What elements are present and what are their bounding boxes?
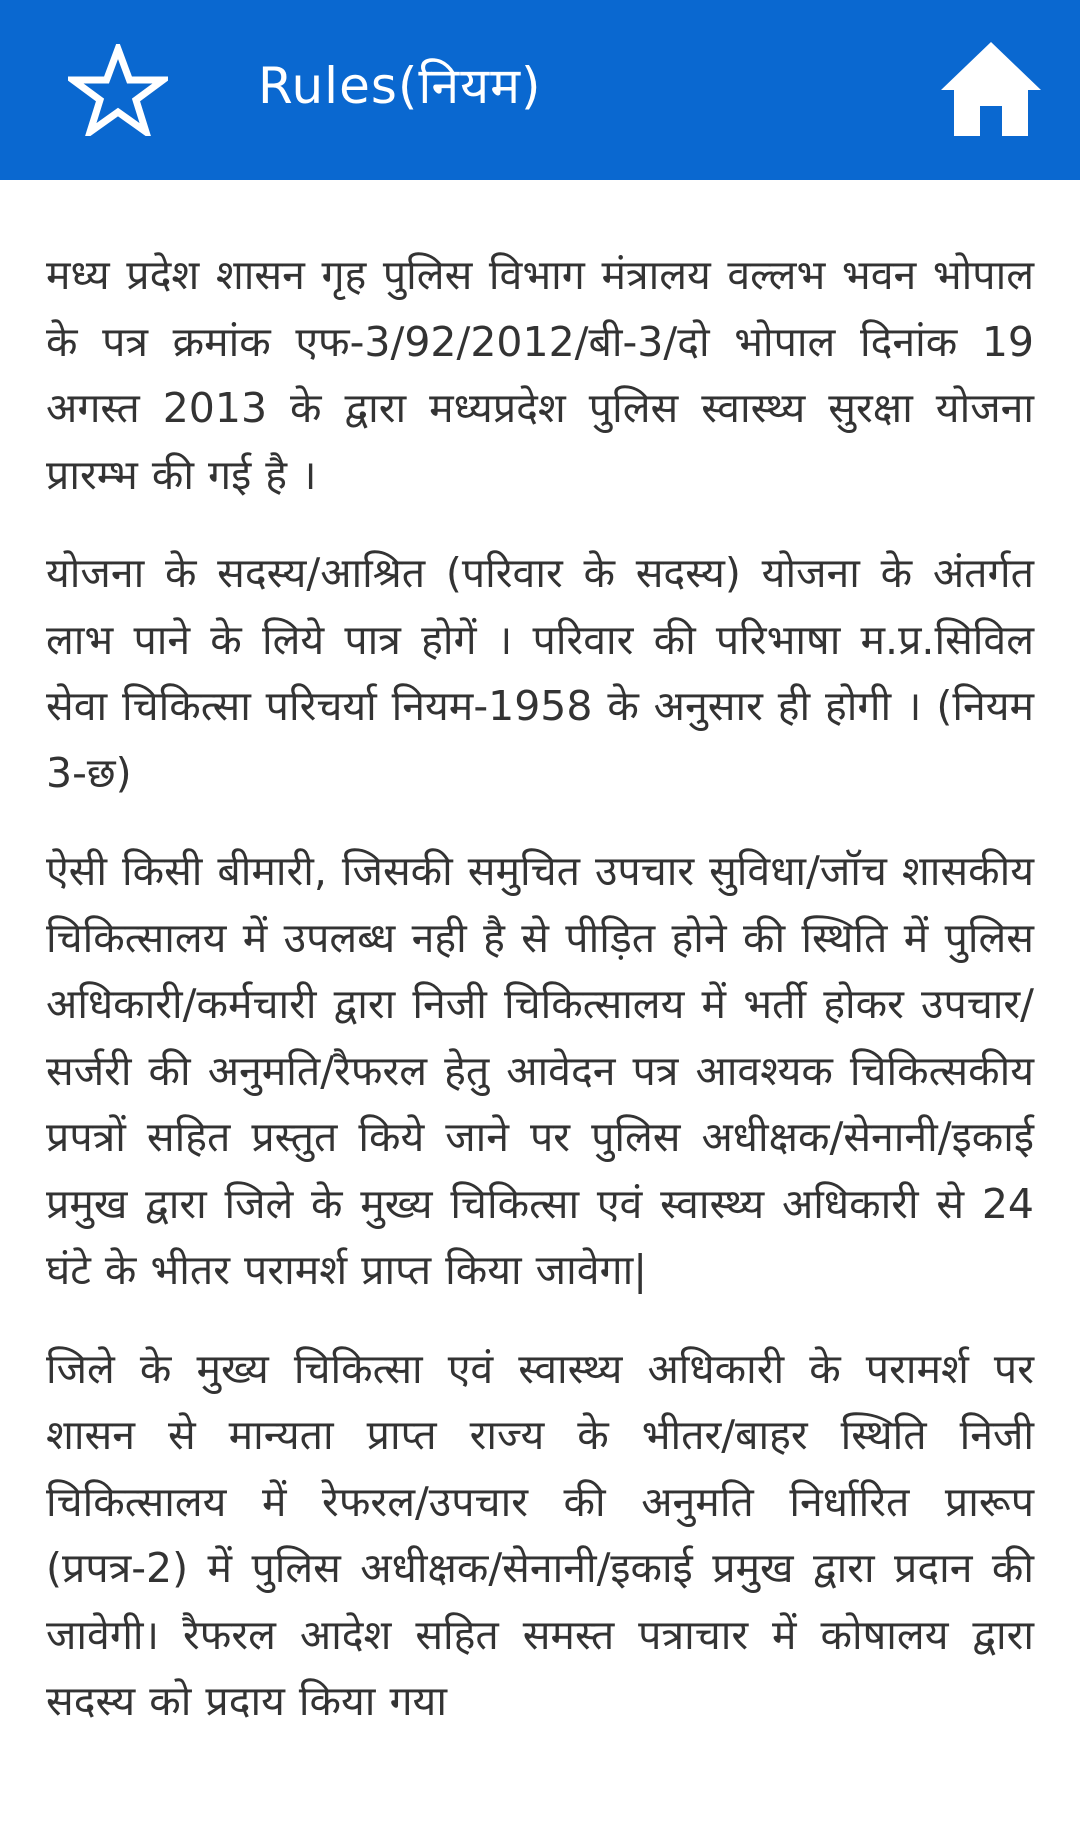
rule-paragraph: योजना के सदस्य/आश्रित (परिवार के सदस्य) योजना के अंतर्गत लाभ पाने के लिये पात्र होगें । परिवार की परिभाषा म.प्र.सिविल सेवा चिकित्सा परिचर्या नियम-1958 के अनुसार ही होगी । (नियम 3-छ) (46, 549, 1034, 797)
page-title: Rules(नियम) (258, 57, 542, 115)
app-bar (0, 0, 1080, 180)
rule-paragraph: ऐसी किसी बीमारी, जिसकी समुचित उपचार सुविधा/जॉच शासकीय चिकित्सालय में उपलब्ध नही है से पीड़ित होने की स्थिति में पुलिस अधिकारी/कर्मचारी द्वारा निजी चिकित्सालय में भर्ती होकर उपचार/सर्जरी की अनुमति/रैफरल हेतु आवेदन पत्र आवश्यक चिकित्सकीय प्रपत्रों सहित प्रस्तुत किये जाने पर पुलिस अधीक्षक/सेनानी/इकाई प्रमुख द्वारा जिले के मुख्य चिकित्सा एवं स्वास्थ्य अधिकारी से 24 घंटे के भीतर परामर्श प्राप्त किया जावेगा| (46, 847, 1034, 1294)
home-icon[interactable] (940, 40, 1042, 138)
star-icon[interactable] (68, 44, 168, 136)
rule-paragraph: मध्य प्रदेश शासन गृह पुलिस विभाग मंत्रालय वल्लभ भवन भोपाल के पत्र क्रमांक एफ-3/92/2012/बी-3/दो भोपाल दिनांक 19 अगस्त 2013 के द्वारा मध्यप्रदेश पुलिस स्वास्थ्य सुरक्षा योजना प्रारम्भ की गई है । (46, 251, 1034, 499)
rules-content[interactable] (0, 180, 1080, 1848)
rule-paragraph: जिले के मुख्य चिकित्सा एवं स्वास्थ्य अधिकारी के परामर्श पर शासन से मान्यता प्राप्त राज्य के भीतर/बाहर स्थिति निजी चिकित्सालय में रेफरल/उपचार की अनुमति निर्धारित प्रारूप (प्रपत्र-2) में पुलिस अधीक्षक/सेनानी/इकाई प्रमुख द्वारा प्रदान की जावेगी। रैफरल आदेश सहित समस्त पत्राचार में कोषालय द्वारा सदस्य को प्रदाय किया गया (46, 1344, 1034, 1725)
